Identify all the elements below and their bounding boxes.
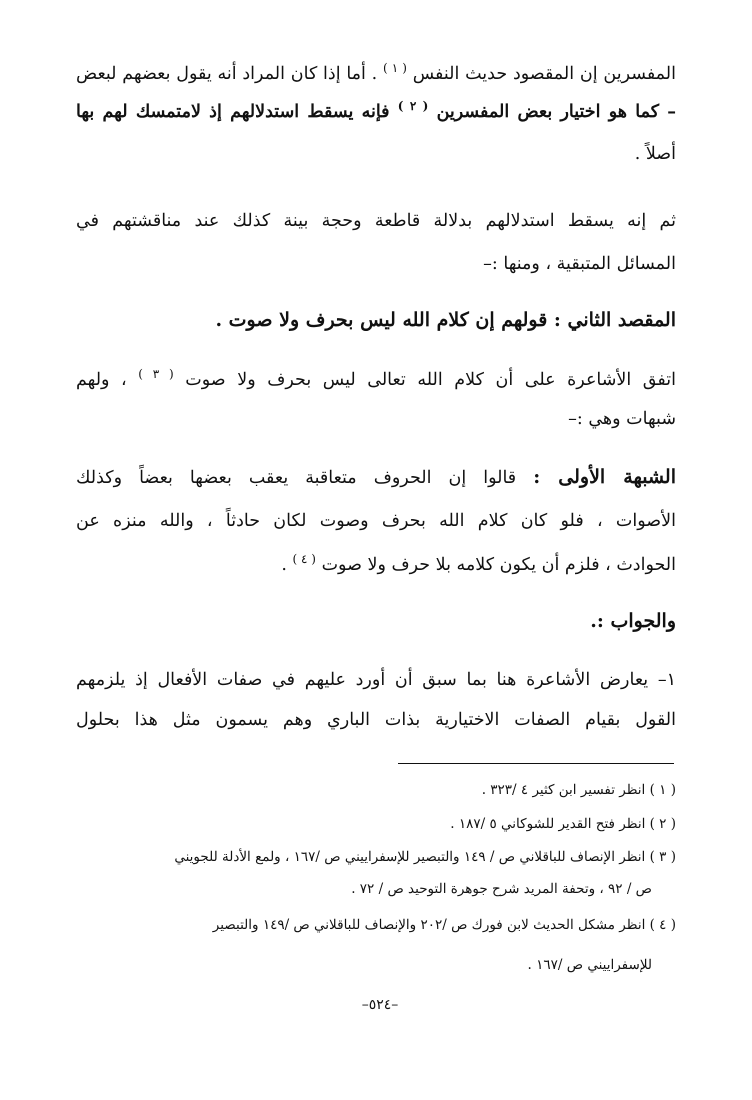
footnote-4: ( ٤ ) انظر مشكل الحديث لابن فورك ص /٢٠٢ والإنصاف للباقلاني ص /١٤٩ والتبصير [212,917,676,933]
footnote-3-continued: ص / ٩٢ ، وتحفة المريد شرح جوهرة التوحيد ص / ٧٢ . [351,881,652,897]
page-number: –٥٢٤– [361,997,399,1013]
section-heading: المقصد الثاني : قولهم إن كلام الله ليس بحرف ولا صوت . [215,309,676,331]
footnote-ref-4: ( ٤ ) [292,552,316,567]
body-line: شبهات وهي :– [568,409,676,429]
footnote-ref-1: ( ١ ) [383,61,407,76]
body-line: أصلاً . [634,144,676,164]
text-span: ، ولهم [76,370,127,390]
footnote-ref-2: ( ٢ ) [397,99,429,114]
text-span: الحوادث ، فلزم أن يكون كلامه بلا حرف ولا صوت [321,555,676,575]
body-line [76,98,676,126]
text-span: فإنه يسقط استدلالهم إذ لامتمسك لهم بها [76,102,390,122]
text-span: . [281,555,287,575]
shubha-label: الشبهة الأولى : [533,466,676,488]
footnote-ref-3: ( ٣ ) [138,367,174,382]
body-line: ١– يعارض الأشاعرة هنا بما سبق أن أورد عليهم في صفات الأفعال إذ يلزمهم [76,670,676,690]
body-line: القول بقيام الصفات الاختيارية بذات الباري وهم يسمون مثل هذا بحلول [76,710,676,730]
footnote-separator [398,763,674,764]
text-span: – كما هو اختيار بعض المفسرين [436,102,676,122]
body-line: الأصوات ، فلو كان كلام الله بحرف وصوت لكان حادثاً ، والله منزه عن [76,511,676,531]
text-span: قالوا إن الحروف متعاقبة يعقب بعضها بعضاً وكذلك [76,468,517,488]
footnote-3: ( ٣ ) انظر الإنصاف للباقلاني ص / ١٤٩ والتبصير للإسفراييني ص /١٦٧ ، ولمع الأدلة للجويني [174,849,676,865]
body-line [76,463,676,492]
body-line [76,366,676,394]
text-span: . أما إذا كان المراد أنه يقول بعضهم لبعض [76,64,378,84]
body-line: ثم إنه يسقط استدلالهم بدلالة قاطعة وحجة بينة كذلك عند مناقشتهم في [76,211,676,231]
body-line [76,551,676,579]
text-span: اتفق الأشاعرة على أن كلام الله تعالى ليس بحرف ولا صوت [185,370,676,390]
footnote-1: ( ١ ) انظر تفسير ابن كثير ٤ /٣٢٣ . [481,782,676,798]
footnote-4-continued: للإسفراييني ص /١٦٧ . [527,957,652,973]
text-span: المفسرين إن المقصود حديث النفس [412,64,676,84]
body-line [76,60,676,88]
answer-heading: والجواب :. [590,610,676,632]
body-line: المسائل المتبقية ، ومنها :– [483,254,676,274]
footnote-2: ( ٢ ) انظر فتح القدير للشوكاني ٥ /١٨٧ . [450,816,676,832]
